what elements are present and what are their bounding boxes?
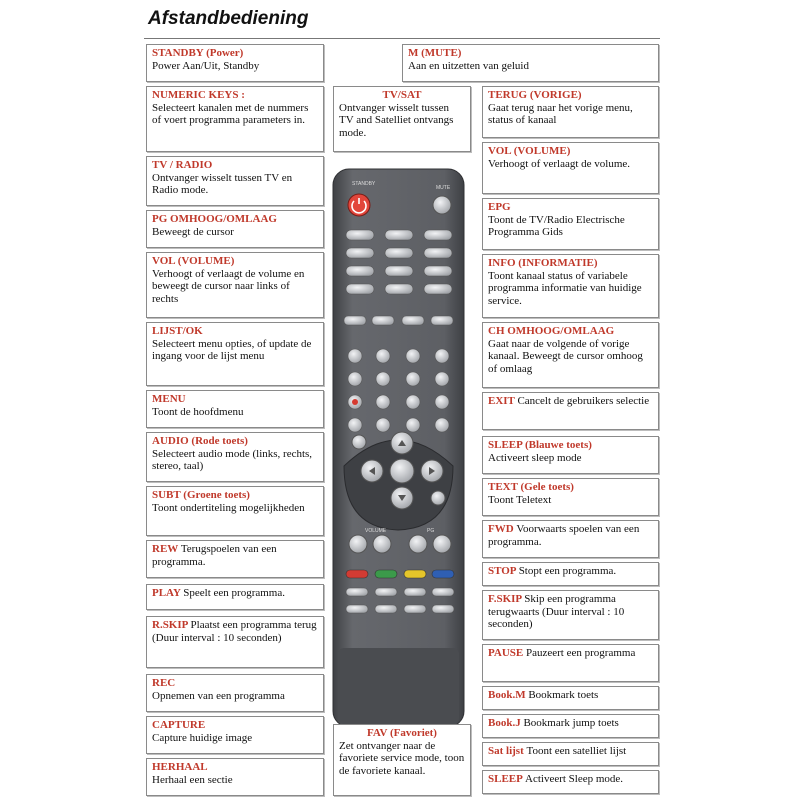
callout-title: Sat lijst (488, 745, 527, 757)
callout-title: TERUG (VORIGE) (488, 89, 582, 101)
callout-title: MENU (152, 393, 186, 405)
callout-info (482, 254, 659, 318)
callout-rec (146, 674, 324, 712)
callout-text: Toont kanaal status of variabele programma informatie van huidige service. (488, 269, 642, 307)
title-divider (144, 38, 660, 39)
callout-exit (482, 392, 659, 430)
callout-volume-right (482, 142, 659, 194)
rec-icon (352, 399, 358, 405)
callout-text: Verhoogt of verlaagt de volume. (488, 157, 631, 170)
callout-text: Gaat naar de volgende of vorige kanaal. Beweegt de cursor omhoog of omlaag (488, 337, 643, 375)
callout-mute (402, 44, 659, 82)
callout-menu (146, 390, 324, 428)
callout-fskip (482, 590, 659, 640)
callout-title: SLEEP (Blauwe toets) (488, 439, 592, 451)
callout-sleep-blue (482, 436, 659, 474)
callout-text: Herhaal een sectie (152, 773, 233, 786)
callout-title: VOL (VOLUME) (152, 255, 235, 267)
callout-text: Selecteert audio mode (links, rechts, stereo, taal) (152, 447, 313, 472)
callout-title: PAUSE (488, 647, 526, 659)
callout-text: Toont een satelliet lijst (526, 745, 627, 757)
callout-text: Skip een programma terugwaarts (Duur interval : 10 seconden) (488, 593, 625, 630)
callout-text: Toont de hoofdmenu (152, 405, 244, 418)
callout-tv-radio (146, 156, 324, 206)
callout-standby (146, 44, 324, 82)
callout-title: FWD (488, 523, 517, 535)
callout-title: TV / RADIO (152, 159, 213, 171)
callout-title: SUBT (Groene toets) (152, 489, 250, 501)
callout-text: Selecteert kanalen met de nummers of voert programma parameters in. (152, 101, 309, 126)
callout-text: Terugspoelen van een programma. (152, 543, 277, 568)
callout-tv-sat (333, 86, 471, 152)
callout-audio (146, 432, 324, 482)
callout-title: Book.M (488, 689, 529, 701)
callout-title: REW (152, 543, 181, 555)
callout-pause (482, 644, 659, 682)
blue-key (432, 570, 454, 578)
callout-text: Toont Teletext (488, 493, 552, 506)
callout-text: Pauzeert een programma (526, 647, 636, 659)
callout-capture (146, 716, 324, 754)
remote-control (332, 168, 465, 728)
callout-text: Voorwaarts spoelen van een programma. (488, 523, 640, 548)
standby-label: STANDBY (352, 181, 376, 187)
page-title: Afstandbediening (148, 8, 309, 29)
callout-title: FAV (Favoriet) (367, 727, 437, 739)
yellow-key (404, 570, 426, 578)
mute-button (433, 196, 451, 214)
callout-text: Ontvanger wisselt tussen TV en Radio mode. (152, 171, 293, 196)
callout-text: Toont ondertiteling mogelijkheden (152, 501, 305, 514)
callout-title: M (MUTE) (408, 47, 462, 59)
callout-title: EXIT (488, 395, 518, 407)
callout-herhaal (146, 758, 324, 796)
callout-title: PG OMHOOG/OMLAAG (152, 213, 277, 225)
callout-title: R.SKIP (152, 619, 191, 631)
callout-sat-lijst (482, 742, 659, 766)
callout-fwd (482, 520, 659, 558)
callout-numeric-keys (146, 86, 324, 152)
callout-text: Cancelt de gebruikers selectie (517, 395, 650, 407)
callout-fav (333, 724, 471, 796)
callout-text: Activeert Sleep mode. (525, 773, 624, 785)
callout-title: Book.J (488, 717, 524, 729)
callout-terug (482, 86, 659, 138)
callout-ch (482, 322, 659, 388)
callout-title: AUDIO (Rode toets) (152, 435, 248, 447)
callout-text: Verhoogt of verlaagt de volume en beweegt de cursor naar links of rechts (152, 267, 305, 305)
callout-text: Plaatst een programma terug (Duur interval : 10 seconden) (152, 619, 317, 644)
callout-bookj (482, 714, 659, 738)
callout-text: Bookmark toets (528, 689, 599, 701)
callout-text: Aan en uitzetten van geluid (408, 59, 529, 72)
callout-text: Ontvanger wisselt tussen TV and Satelliet ontvangs mode. (339, 101, 454, 139)
callout-bookm (482, 686, 659, 710)
callout-text: Speelt een programma. (183, 587, 285, 599)
callout-text: Power Aan/Uit, Standby (152, 59, 260, 72)
pg-label: PG (427, 528, 435, 534)
callout-title: TV/SAT (382, 89, 422, 101)
callout-epg (482, 198, 659, 250)
callout-title: F.SKIP (488, 593, 525, 605)
callout-text-yellow (482, 478, 659, 516)
callout-title: INFO (INFORMATIE) (488, 257, 598, 269)
callout-rew (146, 540, 324, 578)
callout-title: VOL (VOLUME) (488, 145, 571, 157)
callout-text: Zet ontvanger naar de favoriete service mode, toon de favoriete kanaal. (339, 739, 465, 777)
callout-title: NUMERIC KEYS : (152, 89, 245, 101)
callout-title: LIJST/OK (152, 325, 203, 337)
callout-title: EPG (488, 201, 511, 213)
callout-subt (146, 486, 324, 536)
callout-stop (482, 562, 659, 586)
red-key (346, 570, 368, 578)
callout-title: REC (152, 677, 176, 689)
callout-text: Activeert sleep mode (488, 451, 582, 464)
callout-text: Toont de TV/Radio Electrische Programma Gids (488, 213, 625, 238)
callout-text: Stopt een programma. (518, 565, 617, 577)
callout-title: SLEEP (488, 773, 525, 785)
callout-title: CAPTURE (152, 719, 206, 731)
green-key (375, 570, 397, 578)
callout-sleep (482, 770, 659, 794)
callout-title: STANDBY (Power) (152, 47, 244, 59)
callout-text: Beweegt de cursor (152, 225, 234, 238)
callout-text: Opnemen van een programma (152, 689, 285, 702)
callout-title: STOP (488, 565, 519, 577)
callout-title: PLAY (152, 587, 184, 599)
volume-label: VOLUME (365, 528, 387, 534)
callout-text: Gaat terug naar het vorige menu, status of kanaal (488, 101, 633, 126)
callout-rskip (146, 616, 324, 668)
callout-pg (146, 210, 324, 248)
callout-title: CH OMHOOG/OMLAAG (488, 325, 615, 337)
callout-text: Selecteert menu opties, of update de ingang voor de lijst menu (152, 337, 312, 362)
remote-bottom-panel (338, 648, 459, 724)
callout-play (146, 584, 324, 610)
callout-lijst-ok (146, 322, 324, 386)
mute-label: MUTE (436, 185, 451, 191)
callout-text: Capture huidige image (152, 731, 253, 744)
callout-text: Bookmark jump toets (523, 717, 619, 729)
callout-volume-left (146, 252, 324, 318)
callout-title: TEXT (Gele toets) (488, 481, 574, 493)
callout-title: HERHAAL (152, 761, 208, 773)
